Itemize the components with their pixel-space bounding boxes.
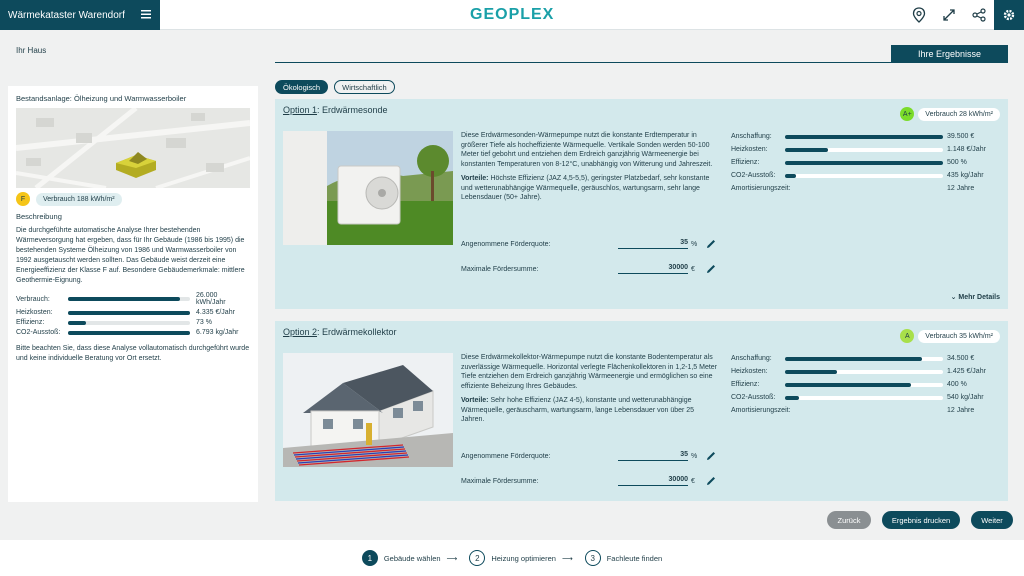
funding-quota-unit: % <box>691 240 698 248</box>
metric-value: 26.000 kWh/Jahr <box>196 292 226 306</box>
energy-class-badge: F <box>16 192 30 206</box>
arrow-right-icon: ⟶ <box>561 553 573 563</box>
current-consumption: Verbrauch 188 kWh/m² <box>36 193 122 206</box>
step-navigation <box>0 540 1024 576</box>
stat-label: Heizkosten: <box>731 146 768 153</box>
funding-quota-input[interactable]: 35 <box>618 451 688 461</box>
max-funding-label: Maximale Fördersumme: <box>461 477 539 485</box>
more-details-label: Mehr Details <box>958 294 1000 301</box>
option-consumption: Verbrauch 28 kWh/m² <box>918 108 1000 121</box>
stat-bar-fill <box>785 383 911 387</box>
max-funding-field <box>461 263 717 275</box>
metric-row <box>16 319 250 326</box>
max-funding-unit: € <box>691 477 695 485</box>
stat-row <box>731 169 1001 182</box>
step-3[interactable] <box>585 550 662 566</box>
step-number: 2 <box>469 550 485 566</box>
back-button[interactable]: Zurück <box>827 511 871 529</box>
step-label: Gebäude wählen <box>383 553 441 563</box>
option-consumption: Verbrauch 35 kWh/m² <box>918 330 1000 343</box>
tab-oekologisch[interactable]: Ökologisch <box>275 80 328 94</box>
option-link[interactable]: Option 1 <box>283 105 318 115</box>
more-details-link[interactable] <box>951 293 1000 301</box>
building-3d-map[interactable] <box>16 108 250 188</box>
funding-quota-field <box>461 238 717 250</box>
current-description: Die durchgeführte automatische Analyse Ihrer bestehenden Wärmeversorgung hat ergeben, dass für Ihr Gebäude (1986 bis 1995) die bestehenden Systeme Ölheizung von 1986 und Warmwasserboiler von 1992 ausgetauscht werden sollten. Das Gebäude weist derzeit eine Energieeffizienz der Klasse F auf. Besondere Gebäudemerkmale: mittlere Geothermie-Eignung. <box>16 227 245 284</box>
stat-row <box>731 404 1001 417</box>
metric-label: Verbrauch: <box>16 295 50 303</box>
geoplex-logo: GEOPLEX <box>470 6 555 23</box>
step-1[interactable] <box>362 550 457 566</box>
disclaimer-note: Bitte beachten Sie, dass diese Analyse vollautomatisch durchgeführt wurde und keine individuelle Beratung vor Ort ersetzt. <box>16 345 250 362</box>
current-system-panel <box>8 86 258 502</box>
stat-label: Heizkosten: <box>731 368 768 375</box>
option-card-2 <box>275 321 1008 501</box>
stat-value: 435 kg/Jahr <box>947 172 984 179</box>
stat-bar-fill <box>785 148 828 152</box>
stat-bar-fill <box>785 357 922 361</box>
stat-value: 1.425 €/Jahr <box>947 368 986 375</box>
app-title: Wärmekataster Warendorf <box>8 9 125 21</box>
share-icon[interactable] <box>964 0 994 30</box>
option-card-1 <box>275 99 1008 309</box>
metric-row <box>16 292 250 306</box>
max-funding-input[interactable]: 30000 <box>618 476 688 486</box>
edit-pencil-icon[interactable] <box>705 263 717 275</box>
stat-value: 34.500 € <box>947 355 975 362</box>
edit-pencil-icon[interactable] <box>705 238 717 250</box>
step-number: 3 <box>585 550 601 566</box>
funding-quota-field <box>461 450 717 462</box>
stat-row <box>731 130 1001 143</box>
stat-row <box>731 378 1001 391</box>
current-system-title: Bestandsanlage: Ölheizung und Warmwasserboiler <box>16 94 187 103</box>
stat-value: 39.500 € <box>947 133 975 140</box>
view-tabs <box>275 80 395 94</box>
stat-label: Effizienz: <box>731 159 760 166</box>
next-button[interactable]: Weiter <box>971 511 1013 529</box>
step-number: 1 <box>362 550 378 566</box>
metric-bar-fill <box>68 297 180 301</box>
stat-row <box>731 365 1001 378</box>
location-pin-icon[interactable] <box>904 0 934 30</box>
stat-bar-fill <box>785 161 943 165</box>
stat-value: 1.148 €/Jahr <box>947 146 986 153</box>
advantages-label: Vorteile: <box>461 175 489 182</box>
step-label: Fachleute finden <box>606 553 663 563</box>
stat-value: 500 % <box>947 159 967 166</box>
heat-pump-image <box>283 131 453 245</box>
stat-bar-fill <box>785 135 943 139</box>
option-description: Diese Erdwärmesonden-Wärmepumpe nutzt die konstante Erdtemperatur in größerer Tiefe als hocheffiziente Wärmequelle. Vertikale Sonden werden 50-100 Meter tief gebohrt und entziehen dem Erdreich ganzjährig Wärmeenergie bei konstanten Temperaturen von 8-12°C, unabhängig von Witterung und Jahreszeit. <box>461 132 713 168</box>
stat-label: Amortisierungszeit: <box>731 407 791 414</box>
stat-row <box>731 352 1001 365</box>
stat-bar-fill <box>785 370 837 374</box>
stat-label: Anschaffung: <box>731 133 772 140</box>
metric-label: Heizkosten: <box>16 309 53 316</box>
option-name: : Erdwärmesonde <box>317 105 388 115</box>
metric-row <box>16 329 250 336</box>
stat-value: 12 Jahre <box>947 407 975 414</box>
description-heading: Beschreibung <box>16 212 62 221</box>
option-advantages: Sehr hohe Effizienz (JAZ 4-5), konstante und wetterunabhängige Wärmequelle, geräuscharm, wartungsarm, lange Lebensdauer von über 25 Jahren. <box>461 397 695 423</box>
stat-row <box>731 182 1001 195</box>
energy-class-badge: A <box>900 329 914 343</box>
chevron-down-icon: ⌄ <box>950 294 959 301</box>
stat-value: 540 kg/Jahr <box>947 394 984 401</box>
max-funding-input[interactable]: 30000 <box>618 264 688 274</box>
metric-value: 4.335 €/Jahr <box>196 309 235 316</box>
stat-row <box>731 156 1001 169</box>
stat-label: CO2-Ausstoß: <box>731 394 776 401</box>
option-stats <box>731 352 1001 417</box>
edit-pencil-icon[interactable] <box>705 450 717 462</box>
hamburger-menu-icon[interactable] <box>140 8 152 20</box>
stat-label: CO2-Ausstoß: <box>731 172 776 179</box>
energy-class-badge: A+ <box>900 107 914 121</box>
funding-quota-input[interactable]: 35 <box>618 239 688 249</box>
metric-label: CO2-Ausstoß: <box>16 329 61 336</box>
max-funding-label: Maximale Fördersumme: <box>461 265 539 273</box>
current-metrics <box>16 292 250 336</box>
results-divider <box>275 62 1008 63</box>
option-stats <box>731 130 1001 195</box>
metric-bar-fill <box>68 321 86 325</box>
arrow-right-icon: ⟶ <box>446 553 458 563</box>
step-2[interactable] <box>469 550 572 566</box>
top-bar <box>0 0 1024 30</box>
results-title: Ihre Ergebnisse <box>891 45 1008 63</box>
breadcrumb: Ihr Haus <box>16 46 47 55</box>
app-brand <box>0 0 160 30</box>
metric-bar-fill <box>68 311 190 315</box>
metric-value: 6.793 kg/Jahr <box>196 329 239 336</box>
funding-quota-label: Angenommene Förderquote: <box>461 240 551 248</box>
metric-row <box>16 309 250 316</box>
stat-row <box>731 143 1001 156</box>
stat-bar-fill <box>785 396 799 400</box>
stat-row <box>731 391 1001 404</box>
stat-bar-fill <box>785 174 796 178</box>
option-link[interactable]: Option 2 <box>283 327 318 337</box>
edit-pencil-icon[interactable] <box>705 475 717 487</box>
fullscreen-icon[interactable] <box>934 0 964 30</box>
tab-wirtschaftlich[interactable]: Wirtschaftlich <box>334 80 395 94</box>
stat-value: 12 Jahre <box>947 185 975 192</box>
metric-label: Effizienz: <box>16 319 45 326</box>
option-advantages: Höchste Effizienz (JAZ 4,5-5,5), geringster Platzbedarf, sehr konstante und wetterunabhängige Wärmequelle, geräuschlos, wartungsarm, sehr lange Lebensdauer (50+ Jahre). <box>461 175 710 201</box>
metric-value: 73 % <box>196 319 212 326</box>
option-description: Diese Erdwärmekollektor-Wärmepumpe nutzt die konstante Bodentemperatur als zuverlässige Wärmequelle. Horizontal verlegte Flächenkollektoren in 1,2-1,5 Meter Tiefe entziehen dem Erdreich ganzjährig Wärmeenergie und ermöglichen so eine effiziente Beheizung Ihres Gebäudes. <box>461 354 718 390</box>
ground-collector-image <box>283 353 453 467</box>
stat-value: 400 % <box>947 381 967 388</box>
metric-bar-fill <box>68 331 190 335</box>
funding-quota-unit: % <box>691 452 698 460</box>
max-funding-field <box>461 475 717 487</box>
option-name: : Erdwärmekollektor <box>317 327 397 337</box>
funding-quota-label: Angenommene Förderquote: <box>461 452 551 460</box>
max-funding-unit: € <box>691 265 695 273</box>
print-results-button[interactable]: Ergebnis drucken <box>882 511 960 529</box>
step-label: Heizung optimieren <box>491 553 556 563</box>
gear-icon[interactable] <box>994 0 1024 30</box>
stat-label: Anschaffung: <box>731 355 772 362</box>
advantages-label: Vorteile: <box>461 397 489 404</box>
stat-label: Effizienz: <box>731 381 760 388</box>
stat-label: Amortisierungszeit: <box>731 185 791 192</box>
